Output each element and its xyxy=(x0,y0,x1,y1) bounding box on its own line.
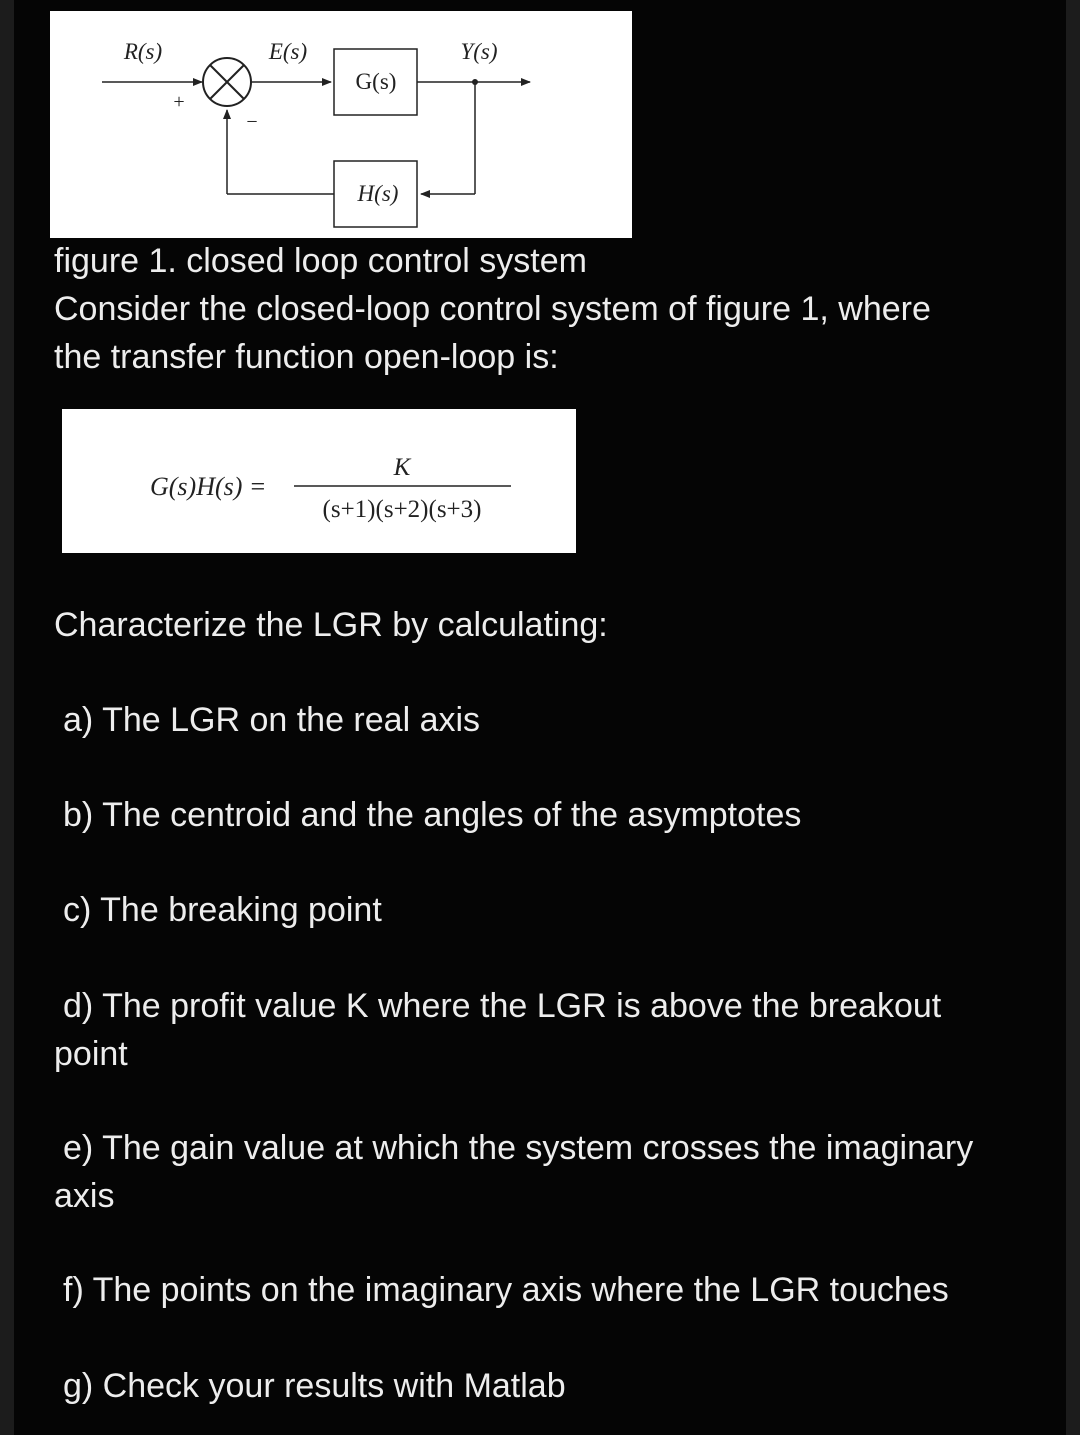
question-b xyxy=(54,791,801,839)
question-a-text: a) The LGR on the real axis xyxy=(63,701,481,739)
formula-denominator: (s+1)(s+2)(s+3) xyxy=(322,496,482,523)
task-statement: Characterize the LGR by calculating: xyxy=(54,606,608,644)
block-diagram xyxy=(50,11,632,238)
question-b-text: b) The centroid and the angles of the asymptotes xyxy=(63,796,802,834)
formula-lhs: G(s)H(s) = xyxy=(150,472,267,501)
input-label: R(s) xyxy=(123,39,163,64)
question-d-continuation xyxy=(54,1030,128,1078)
question-e-continuation xyxy=(54,1172,114,1220)
question-d-line-2: point xyxy=(54,1035,128,1073)
right-edge-strip xyxy=(1066,0,1080,1435)
formula-svg xyxy=(62,409,576,553)
question-e-line-1: e) The gain value at which the system crosses the imaginary xyxy=(63,1129,974,1167)
question-g xyxy=(54,1362,566,1410)
formula-numerator: K xyxy=(393,454,411,481)
question-c-text: c) The breaking point xyxy=(63,891,382,929)
question-g-text: g) Check your results with Matlab xyxy=(63,1367,566,1405)
intro-line-2: the transfer function open-loop is: xyxy=(54,338,559,376)
output-label: Y(s) xyxy=(460,39,498,64)
question-d xyxy=(54,982,941,1030)
question-c xyxy=(54,886,382,934)
question-e-line-2: axis xyxy=(54,1177,115,1215)
question-e xyxy=(54,1124,973,1172)
circle-cross-icon xyxy=(203,58,251,106)
question-f-text: f) The points on the imaginary axis where the LGR touches xyxy=(63,1271,949,1309)
question-f xyxy=(54,1266,949,1314)
plus-sign: + xyxy=(173,91,185,113)
transfer-function-formula xyxy=(62,409,576,553)
question-d-line-1: d) The profit value K where the LGR is above the breakout xyxy=(63,987,942,1025)
minus-sign: − xyxy=(246,111,258,133)
question-a xyxy=(54,696,480,744)
block-diagram-svg xyxy=(50,11,632,238)
forward-block-label: G(s) xyxy=(355,69,397,94)
feedback-block-label: H(s) xyxy=(357,181,399,206)
error-label: E(s) xyxy=(268,39,308,64)
intro-line-1: Consider the closed-loop control system of figure 1, where xyxy=(54,290,931,328)
figure-caption: figure 1. closed loop control system xyxy=(54,242,587,280)
left-edge-strip xyxy=(0,0,14,1435)
